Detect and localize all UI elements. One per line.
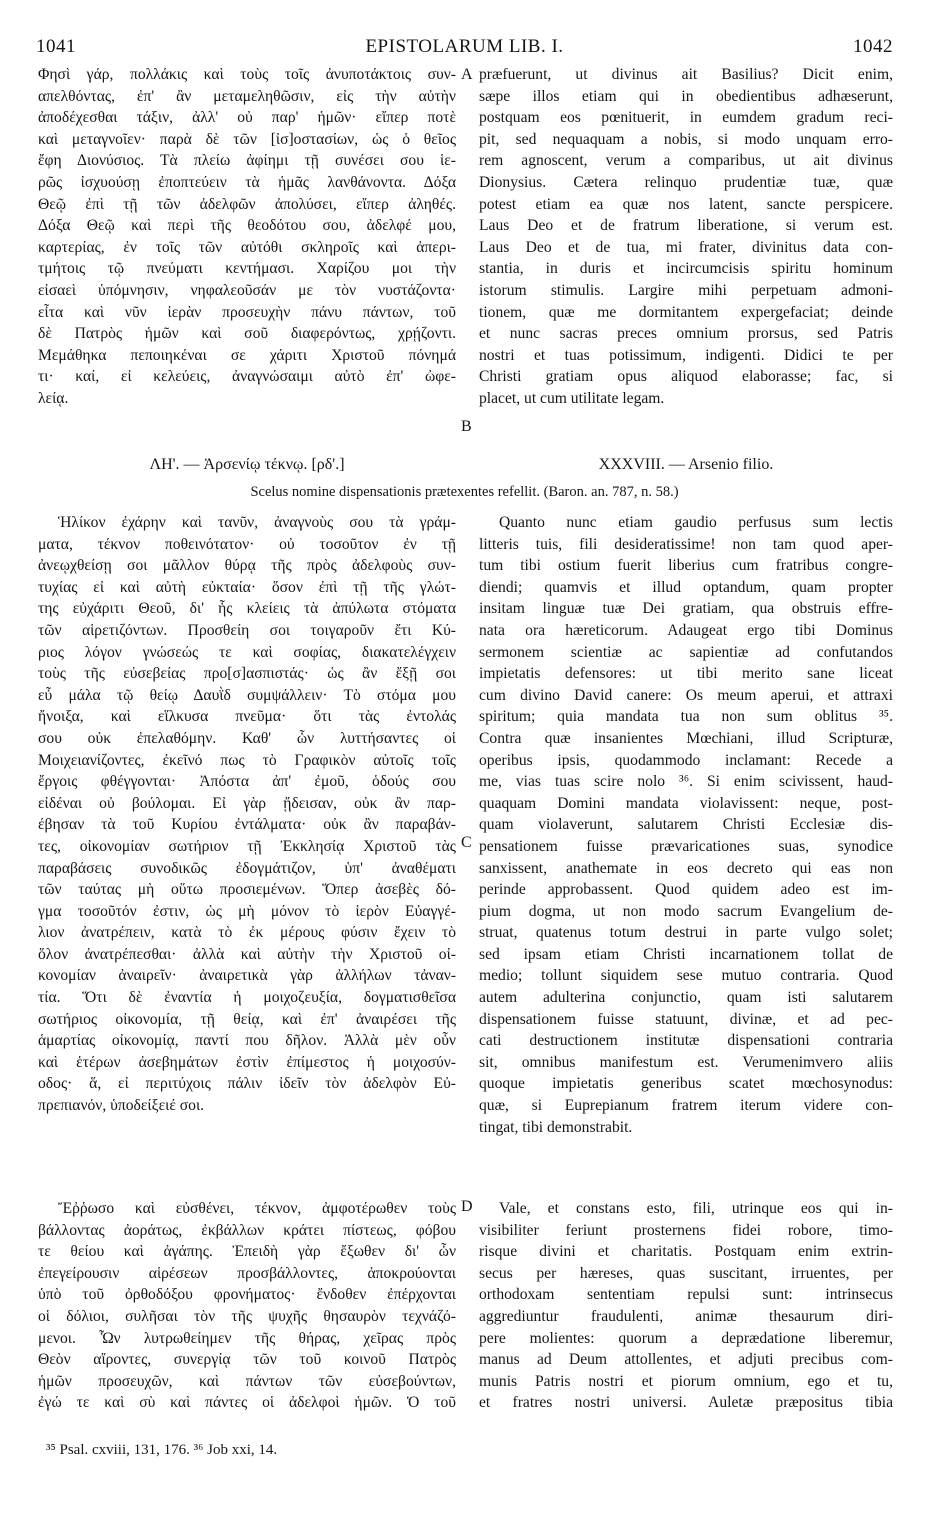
text-line: ἁμαρτίας οἰκονομίᾳ, παντί που δῆλον. Ἀλλὰ μὲν οὖν: [38, 1032, 456, 1050]
text-line: Δόξα Θεῷ καὶ περὶ τῆς θεοδότου σου, ἀδελφέ μου,: [38, 217, 456, 235]
text-line: munis Patris nostri et piorum omnium, ego et tu,: [479, 1372, 893, 1390]
text-line: Contra quæ insanientes Mœchiani, illud Scripturæ,: [479, 729, 893, 747]
text-line: secus per hæreses, quas suscitant, irruentes, per: [479, 1264, 893, 1282]
text-line: risque divini et charitatis. Postquam enim extrin-: [479, 1243, 893, 1261]
text-line: τι· καί, εἰ κελεύεις, ἀναγνώσαιμι αὐτὸ ἐπ' ὠφε-: [38, 368, 456, 386]
text-line: καὶ ἑτέρων ἀσεβημάτων ἐστὶν ἐπίμεστος ἡ μοιχοσύν-: [38, 1053, 456, 1071]
text-line: Θεὸν αἴροντες, συνεργίᾳ τῶν τοῦ κοινοῦ Πατρὸς: [38, 1351, 456, 1369]
text-line: rem agnoscent, verum a comparibus, ut ait divinus: [479, 152, 893, 170]
text-line: potest etiam ea quæ nos latent, sancte perspicere.: [479, 195, 893, 213]
text-line: έβησαν τὰ τοῦ Κυρίου ἐντάλματα· οὐκ ἂν παραβάν-: [38, 816, 456, 834]
latin-column-closing: [479, 1198, 893, 1414]
text-line: Θεῷ ἐπὶ τῇ τῶν ἀδελφῶν ἀπολύσει, εἴπερ ἀληθές.: [38, 195, 456, 213]
latin-column-top: [479, 64, 893, 410]
text-line: εἶτα καὶ νῦν ἱερὰν προσευχὴν πάνυ πάντων, τοῦ: [38, 303, 456, 321]
margin-marker-c: C: [461, 834, 472, 851]
text-line: stantia, in duris et incircumcisis spiritu hominum: [479, 260, 893, 278]
text-line: τῶν αἱρετιζόντων. Προσθείη σοι τοιγαροῦν ἔτι Κύ-: [38, 621, 456, 639]
text-line: Φησὶ γάρ, πολλάκις καὶ τοὺς τοῖς ἀνυποτάκτοις συν-: [38, 66, 456, 83]
text-line: insitam linguæ tuæ Dei gratiam, qua obstruis effre-: [479, 600, 893, 618]
text-line: ριος λόγον γνώσεώς τε καὶ σοφίας, διακατελέγχειν: [38, 643, 456, 661]
text-line: ἐγώ τε καὶ σὺ καὶ πάντες οἱ ἀδελφοὶ ἡμῶν. Ὁ τοῦ: [38, 1394, 456, 1412]
margin-marker-b: B: [461, 418, 472, 435]
text-line: οδος· ἅ, εἰ περιτύχοις πάλιν ἰδεῖν τὸν ἀδελφὸν Εὐ-: [38, 1075, 456, 1093]
text-line: Vale, et constans esto, fili, utrinque eos qui in-: [499, 1200, 893, 1217]
text-line: ὑπὸ τοῦ ὀρθοδόξου φρονήματος· ἔνδοθεν ἐπέρχονται: [38, 1286, 456, 1304]
footnotes: ³⁵ Psal. cxviii, 131, 176. ³⁶ Job xxi, 14.: [46, 1442, 278, 1458]
text-line: καὶ μεταγνοῖεν· παρὰ δὲ τῶν [ἰσ]οστασίων, ὡς ὁ θεῖος: [38, 130, 456, 148]
text-line: præfuerunt, ut divinus ait Basilius? Dicit enim,: [479, 66, 893, 83]
text-line: της εὐχάριτι Θεοῦ, δι' ἧς κλείεις τὰ ἀπύλωτα στόματα: [38, 600, 456, 618]
text-line: autem adulterina conjunctio, quam isti salutarem: [479, 989, 893, 1007]
text-line: dispensationem fuisse statuunt, divinæ, et ad pec-: [479, 1010, 893, 1028]
text-line: ἔργοις φθέγγονται· Ἀπόστα ἀπ' ἐμοῦ, ὁδούς σου: [38, 773, 456, 791]
greek-column-closing: [38, 1198, 456, 1414]
text-line: Dionysius. Cætera relinquo prudentiæ tuæ, quæ: [479, 173, 893, 191]
page-number-right: 1042: [853, 36, 893, 57]
text-line: pit, sed nequaquam a nobis, si modo unquam erro-: [479, 130, 893, 148]
text-line: et nunc sacras preces omnium prorsus, sed Patris: [479, 325, 893, 343]
text-line: tum tibi ostium fuerit liberius cum fratribus congre-: [479, 557, 893, 575]
text-line: εἰδέναι οὐ βούλομαι. Εἰ γὰρ ᾔδεισαν, οὐκ ἂν παρ-: [38, 794, 456, 812]
text-line: Ἡλίκον ἐχάρην καὶ τανῦν, ἀναγνοὺς σου τὰ γράμ-: [58, 514, 456, 531]
text-line: καρτερίας, ἐν τοῖς τῶν αὐτόθι σκληροῖς καὶ ἀπερι-: [38, 238, 456, 256]
text-line: σωτήριος οἰκονομία, τῇ θείᾳ, καὶ ἐπ' ἀναιρέσει τῆς: [38, 1010, 456, 1028]
text-line: τοὺς τῆς εὐσεβείας προ[σ]ασπιστάς· ὡς ἂν ἔξῇ σοι: [38, 665, 456, 683]
text-line: pium dogma, ut non modo sacrum Evangelium de-: [479, 902, 893, 920]
text-line: παραβάσεις συνοδικῶς ἐδογμάτιζον, ὑπ' ἀναθέματι: [38, 859, 456, 877]
greek-column-top: [38, 64, 456, 410]
text-line: nata ora hæreticorum. Adaugeat ergo tibi Dominus: [479, 621, 893, 639]
text-line: τῶν ταύτας μὴ οὕτω προσιεμένων. Ὅπερ ἀσεβὲς δό-: [38, 881, 456, 899]
text-line: medio; tollunt siquidem sese mutuo contraria. Quod: [479, 967, 893, 985]
text-line: ἀνεῳχθείσῃ σοι μᾶλλον θύρᾳ τῆς πρὸς ἀδελφοὺς συν-: [38, 557, 456, 575]
text-line: Μεμάθηκα πεποιηκέναι σε χάριτι Χριστοῦ πόνημά: [38, 346, 456, 364]
text-line: sed ipsam etiam Christi incarnationem tollat de: [479, 945, 893, 963]
text-line: τία. Ὅτι δὲ ἐναντία ἡ μοιχοζευξία, δογματισθεῖσα: [38, 989, 456, 1007]
text-line: aggrediuntur fraudulenti, animæ thesaurum diri-: [479, 1307, 893, 1325]
text-line: litteris tuis, fili desideratissime! non tam quod aper-: [479, 535, 893, 553]
margin-marker-a: A: [461, 66, 473, 83]
text-line: diendi; quamvis et illud optandum, quam propter: [479, 578, 893, 596]
page-number-left: 1041: [36, 36, 76, 57]
text-line: ἡμῶν προσευχῶν, καὶ πάντων τῶν εὐσεβούντων,: [38, 1372, 456, 1390]
greek-column-main: [38, 512, 456, 1117]
text-line: τμήτοις τῷ πνεύματι κεντήμασι. Χαρίζου μοι τὴν: [38, 260, 456, 278]
text-line: operibus ipsis, quodammodo inclamant: Recede a: [479, 751, 893, 769]
greek-letter-title: ΛΗ'. — Ἀρσενίῳ τέκνῳ. [ρδ'.]: [149, 456, 345, 473]
margin-marker-d: D: [461, 1198, 473, 1215]
text-line: κονομίαν ἀναιρεῖν· ἀναιρετικὰ γὰρ ἀλλήλων τἀναν-: [38, 967, 456, 985]
text-line: τυχίας εἰ καὶ αὐτὴ εὐκταία· ὅσον ἐπὶ τῇ τῆς γλώτ-: [38, 578, 456, 596]
text-line: sermonem scientiæ ac sapientiæ ad confutandos: [479, 643, 893, 661]
text-line: δὲ Πατρὸς ἡμῶν καὶ σοῦ διαφερόντως, χρῄζοντι.: [38, 325, 456, 343]
text-line: Quanto nunc etiam gaudio perfusus sum lectis: [499, 514, 893, 531]
text-line: λιον ἀνατρέπειν, κατὰ τὸ ἐκ μέρους φύσιν ἔχειν τὸ: [38, 924, 456, 942]
text-line: me, vias tuas scire nolo ³⁶. Si enim scivissent, haud-: [479, 773, 893, 791]
text-line: sæpe illos etiam qui in obedientibus adhæserunt,: [479, 87, 893, 105]
text-line: tionem, quæ me dormitantem expergefaciat; deinde: [479, 303, 893, 321]
text-line: quoque impietatis generibus scatet mœchosynodus:: [479, 1075, 893, 1093]
latin-column-main: [479, 512, 893, 1138]
running-header: [36, 36, 893, 62]
text-line: τες, οἰκονομίαν σωτήριον τῇ Ἐκκλησίᾳ Χριστοῦ τὰς: [38, 837, 456, 855]
text-line: ἤνοιξα, καὶ εἵλκυσα πνεῦμα· ὅτι τὰς ἐντολάς: [38, 708, 456, 726]
text-line: struat, quatenus totum destrui in parte vulgo solet;: [479, 924, 893, 942]
text-line: γμα τοσοῦτόν ἐστιν, ὡς μὴ μόνον τὸ ἱερὸν Εὐαγγέ-: [38, 902, 456, 920]
text-line: σου οὐκ ἐπελαθόμην. Καθ' ὧν λυττήσαντες οἱ: [38, 729, 456, 747]
running-title: EPISTOLARUM LIB. I.: [365, 36, 564, 57]
text-line: spiritum; quia mandata tua non sum oblitus ³⁵.: [479, 708, 893, 726]
text-line: πρεπιανόν, ὑποδείξειέ σοι.: [38, 1097, 205, 1115]
text-line: cati destructionem institutæ dispensationi contraria: [479, 1032, 893, 1050]
text-line: απελθόντας, ἐπ' ἂν μεταμεληθῶσιν, εἰς τὴν αὐτὴν: [38, 87, 456, 105]
text-line: ρῶς ἰσχυούσῃ ἐποπτεύειν τὰ ἡμᾶς λανθάνοντα. Δόξα: [38, 173, 456, 191]
text-line: quaquam Domini mandata violavissent: neque, post-: [479, 794, 893, 812]
text-line: sanxissent, anathemate in eos decreto qui eas non: [479, 859, 893, 877]
text-line: λείᾳ.: [38, 389, 69, 407]
text-line: εὖ μάλα τῷ θείῳ Δαυῒδ συμψάλλειν· Τὸ στόμα μου: [38, 686, 456, 704]
text-line: nostri et tuas potissimum, indigenti. Didici te per: [479, 346, 893, 364]
text-line: orthodoxam sententiam repulsi sunt: intrinsecus: [479, 1286, 893, 1304]
text-line: ἀποδέχεσθαι τάξιν, ἀλλ' οὐ παρ' ἡμῶν· εἴπερ ποτὲ: [38, 109, 456, 127]
text-line: tingat, tibi demonstrabit.: [479, 1118, 633, 1136]
text-line: ὅλον ἀνατρέπεσθαι· ἀλλὰ καὶ αὐτὴν τὴν Χριστοῦ οἰ-: [38, 945, 456, 963]
text-line: Ἔῤῥωσο καὶ εὐσθένει, τέκνον, ἀμφοτέρωθεν τοὺς: [58, 1200, 456, 1217]
text-line: ματα, τέκνον ποθεινότατον· οὐ τοσοῦτον ἐν τῇ: [38, 535, 456, 553]
text-line: εἰσαεὶ ὑπόμνησιν, νηφαλεοῦσάν με τὸν νυστάζοντα·: [38, 281, 456, 299]
text-line: Μοιχειανίζοντες, ἐκεῖνό πως τὸ Γραφικὸν αὐτοῖς τοῖς: [38, 751, 456, 769]
text-line: perinde approbassent. Quod quidem adeo est im-: [479, 881, 893, 899]
text-line: οἱ δόλιοι, συλῆσαι τὸν τῆς ψυχῆς θησαυρὸν τεχνάζό-: [38, 1307, 456, 1325]
latin-letter-title: XXXVIII. — Arsenio filio.: [598, 456, 774, 473]
text-line: Laus Deo et de tua, mi frater, divinitus data con-: [479, 238, 893, 256]
text-line: placet, ut cum utilitate legam.: [479, 389, 665, 407]
text-line: ἐπεγείρουσιν αἱρέσεων προσβάλλοντες, ἀποκρούονται: [38, 1264, 456, 1282]
text-line: quam violaverunt, salutarem Christi Ecclesiæ dis-: [479, 816, 893, 834]
text-line: manus ad Deum attollentes, et adjuti precibus com-: [479, 1351, 893, 1369]
text-line: Christi gratiam opus aliquod elaborasse; fac, si: [479, 368, 893, 386]
text-line: quæ, si Euprepianum fratrem iterum videre con-: [479, 1097, 893, 1115]
text-line: postquam eos pœnituerit, in eumdem gradum reci-: [479, 109, 893, 127]
text-line: Laus Deo et de fratrum liberatione, si verum est.: [479, 217, 893, 235]
text-line: impietatis defensores: ut tibi merito sane liceat: [479, 665, 893, 683]
text-line: ἔφη Διονύσιος. Τὰ πλείω ἀφίημι τῇ συνέσει σου ἱε-: [38, 152, 456, 170]
text-line: cum divino David canere: Os meum aperui, et attraxi: [479, 686, 893, 704]
text-line: et fratres nostri universi. Auletæ præpositus tibia: [479, 1394, 893, 1412]
text-line: βάλλοντας ἀοράτως, ἐκβάλλων κράτει πίστεως, φόβου: [38, 1221, 456, 1239]
text-line: istorum stimulis. Largire mihi perpetuam admoni-: [479, 281, 893, 299]
text-line: visibiliter feriunt prosternens fidei robore, timo-: [479, 1221, 893, 1239]
text-line: pensationem fuisse prævaricationes suas, synodice: [479, 837, 893, 855]
letter-summary: Scelus nomine dispensationis prætexentes refellit. (Baron. an. 787, n. 58.): [250, 484, 679, 500]
text-line: pere molientes: quorum a deprædatione liberemur,: [479, 1329, 893, 1347]
text-line: τε θείου καὶ ἀγάπης. Ἐπειδὴ γὰρ ἔξωθεν δι' ὧν: [38, 1243, 456, 1261]
text-line: μενοι. Ὧν λυτρωθείημεν τῆς θήρας, χεῖρας πρὸς: [38, 1329, 456, 1347]
text-line: sit, omnibus manifestum est. Verumenimvero aliis: [479, 1053, 893, 1071]
